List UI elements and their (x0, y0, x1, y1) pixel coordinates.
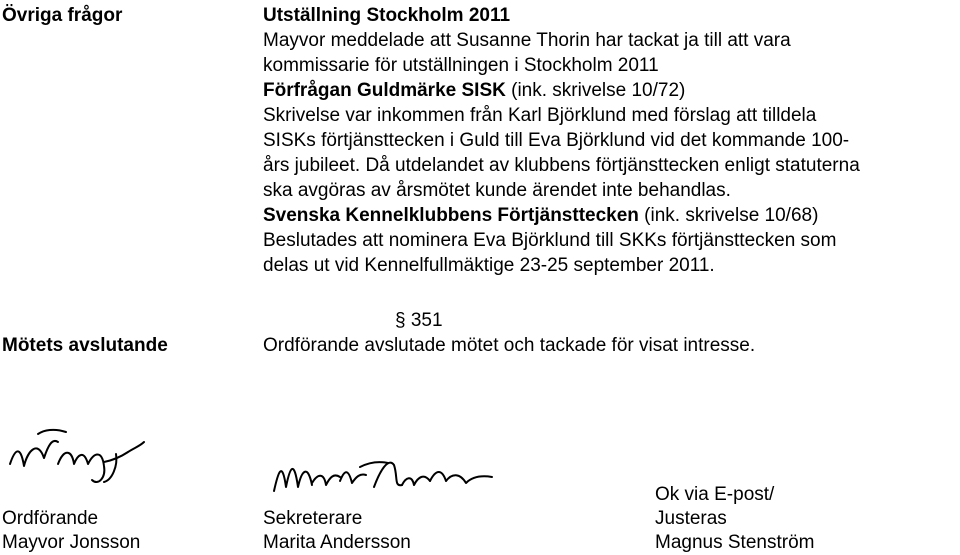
signature-mayvor-jonsson (4, 420, 164, 490)
item-title-skk: Svenska Kennelklubbens Förtjänsttecken (263, 205, 639, 226)
signature-role-sekreterare: Sekreterare (263, 508, 363, 529)
item-reference: (ink. skrivelse 10/68) (638, 205, 819, 226)
item-line: ska avgöras av årsmötet kunde ärendet inte behandlas. (263, 180, 731, 201)
paragraph-number: § 351 (395, 310, 443, 331)
item-line: kommissarie för utställningen i Stockholm 2011 (263, 55, 659, 76)
item-title-row-guldmarke (263, 78, 958, 103)
section-heading-ovriga-fragor: Övriga frågor (2, 5, 123, 26)
item-title-row-skk (263, 203, 958, 228)
signature-role-ordforande: Ordförande (2, 508, 99, 529)
item-line: SISKs förtjänsttecken i Guld till Eva Björklund vid det kommande 100- (263, 130, 850, 151)
item-reference: (ink. skrivelse 10/72) (505, 80, 686, 101)
signature-marita-andersson (270, 447, 500, 507)
section-sign-icon: § (395, 310, 406, 331)
item-title-utstallning: Utställning Stockholm 2011 (263, 5, 511, 26)
closing-text: Ordförande avslutade mötet och tackade för visat intresse. (263, 335, 756, 356)
item-line: års jubileet. Då utdelandet av klubbens förtjänsttecken enligt statuterna (263, 155, 860, 176)
item-line: Mayvor meddelade att Susanne Thorin har tackat ja till att vara (263, 30, 791, 51)
item-line: delas ut vid Kennelfullmäktige 23-25 september 2011. (263, 255, 715, 276)
signature-name-mayvor: Mayvor Jonsson (2, 532, 141, 553)
signature-name-magnus: Magnus Stenström (655, 532, 815, 553)
signature-note: Ok via E-post/ (655, 484, 775, 505)
section-heading-motets-avslutande: Mötets avslutande (2, 335, 168, 356)
item-title-guldmarke: Förfrågan Guldmärke SISK (263, 80, 506, 101)
item-line: Beslutades att nominera Eva Björklund till SKKs förtjänsttecken som (263, 230, 837, 251)
signature-role-justeras: Justeras (655, 508, 727, 529)
ovriga-fragor-content (263, 3, 958, 278)
item-line: Skrivelse var inkommen från Karl Björklund med förslag att tilldela (263, 105, 817, 126)
signature-name-marita: Marita Andersson (263, 532, 411, 553)
